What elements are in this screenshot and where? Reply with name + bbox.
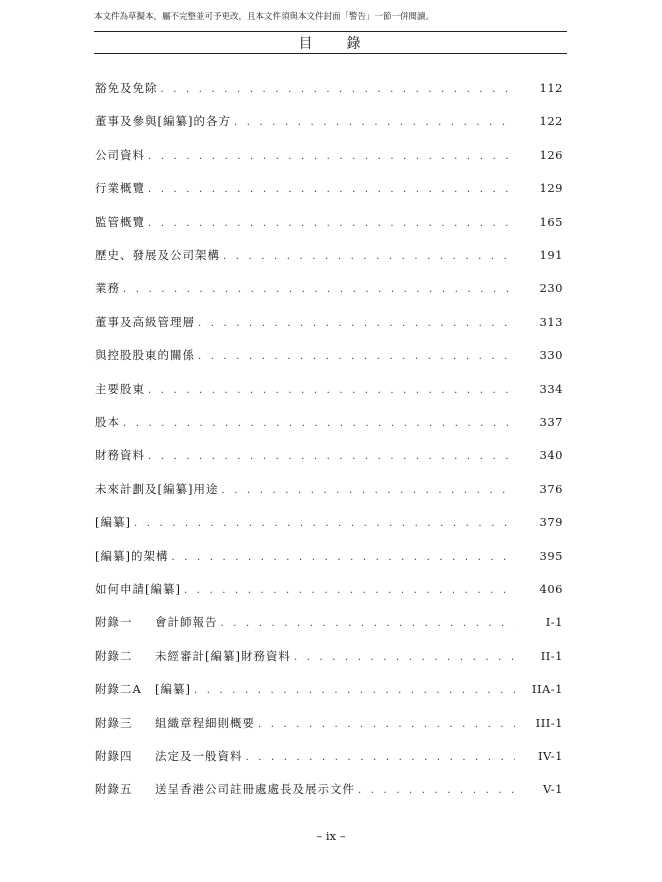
toc-dot-leader [184,585,515,596]
toc-entry[interactable] [95,314,563,334]
toc-entry-title: [編纂]的架構 [95,548,169,563]
toc-entry[interactable] [95,548,563,568]
toc-dot-leader [234,117,515,128]
toc-dot-leader [171,552,515,563]
toc-dot-leader [148,218,515,229]
toc-dot-leader [198,351,515,362]
toc-entry[interactable] [95,214,563,234]
toc-dot-leader [223,251,515,262]
toc-dot-leader [358,785,515,796]
toc-dot-leader [221,485,515,496]
toc-dot-leader [246,752,516,763]
toc-entry[interactable] [95,581,563,601]
toc-entry[interactable] [95,247,563,267]
toc-page-number: 122 [539,114,563,129]
toc-entry[interactable] [95,414,563,434]
toc-page-number: 406 [539,582,563,596]
toc-page-number: 230 [539,281,563,296]
toc-page-number: 112 [539,81,563,95]
toc-entry[interactable] [95,781,563,801]
toc-page-number: V-1 [543,782,563,797]
toc-appendix-label: 附錄一 [95,615,133,630]
toc-entry-title: 未經審計[編纂]財務資料 [155,648,291,663]
toc-page-number: 126 [539,147,563,162]
toc-dot-leader [134,518,515,529]
toc-dot-leader [148,385,515,396]
toc-entry-title: 業務 [95,281,120,296]
toc-dot-leader [294,652,515,663]
toc-entry-title: 行業概覽 [95,181,145,196]
toc-entry-title: 法定及一般資料 [155,749,243,763]
toc-appendix-label: 附錄二A [95,682,142,697]
toc-entry[interactable] [95,347,563,367]
toc-entry-title: 主要股東 [95,381,145,396]
toc-entry-title: 財務資料 [95,448,145,463]
toc-entry-title: 送呈香港公司註冊處處長及展示文件 [155,782,355,797]
toc-entry[interactable] [95,514,563,534]
toc-dot-leader [198,318,515,329]
toc-entry-title: 如何申請[編纂] [95,582,181,596]
toc-dot-leader [123,284,515,295]
toc-dot-leader [148,184,515,195]
toc-entry[interactable] [95,147,563,167]
toc-entry-title: [編纂] [155,682,191,697]
toc-page-number: 379 [539,515,563,530]
toc-page-number: II-1 [540,648,563,663]
toc-page-number: IV-1 [538,749,563,763]
toc-page-number: 129 [539,181,563,196]
toc-page-number: IIA-1 [531,682,563,697]
toc-entry-title: 未來計劃及[編纂]用途 [95,481,219,496]
toc-entry-title: [編纂] [95,515,131,530]
toc-entry-title: 組織章程細則概要 [155,715,255,730]
toc-entry[interactable] [95,614,563,634]
toc-dot-leader [148,151,515,162]
toc-entry-title: 監管概覽 [95,214,145,229]
title-bottom-rule [94,53,567,54]
toc-page-number: 376 [539,481,563,496]
toc-appendix-label: 附錄五 [95,782,133,797]
toc-entry[interactable] [95,648,563,668]
toc-entry-title: 董事及參與[編纂]的各方 [95,114,231,129]
title-top-rule [94,31,567,32]
toc-entry[interactable] [95,113,563,133]
toc-entry[interactable] [95,447,563,467]
toc-entry[interactable] [95,681,563,701]
toc-entry[interactable] [95,381,563,401]
toc-entry[interactable] [95,280,563,300]
toc-entry-title: 董事及高級管理層 [95,314,195,329]
toc-entry[interactable] [95,481,563,501]
toc-dot-leader [148,451,515,462]
toc-appendix-label: 附錄二 [95,648,133,663]
toc-page-number: 313 [539,314,563,329]
toc-page-number: 337 [539,415,563,429]
toc-page-number: 334 [539,381,563,396]
toc-entry[interactable] [95,80,563,100]
toc-dot-leader [194,685,515,696]
toc-page-number: III-1 [535,715,563,730]
page-title: 目 錄 [298,36,363,52]
toc-dot-leader [161,84,516,95]
toc-page-number: 165 [539,214,563,229]
toc-entry-title: 公司資料 [95,147,145,162]
toc-entry[interactable] [95,180,563,200]
toc-page-number: 330 [539,348,563,363]
toc-entry[interactable] [95,715,563,735]
toc-appendix-label: 附錄三 [95,715,133,730]
toc-entry-title: 會計師報告 [155,615,218,630]
toc-entry-title: 豁免及免除 [95,81,158,95]
toc-entry-title: 股本 [95,415,120,429]
page-number-footer: – ix – [316,829,346,843]
toc-entry-title: 歷史、發展及公司架構 [95,248,220,262]
toc-dot-leader [221,618,516,629]
toc-appendix-label: 附錄四 [95,749,133,763]
toc-entry[interactable] [95,748,563,768]
toc-page-number: 340 [539,448,563,463]
toc-dot-leader [123,418,515,429]
toc-page-number: 395 [539,548,563,563]
toc-page-number: I-1 [545,615,563,630]
toc-dot-leader [258,719,515,730]
draft-notice: 本文件為草擬本，屬不完整並可予更改，且本文件須與本文件封面「警告」一節一併閱讀。 [94,12,435,22]
toc-page-number: 191 [539,248,563,262]
toc-entry-title: 與控股股東的關係 [95,348,195,363]
